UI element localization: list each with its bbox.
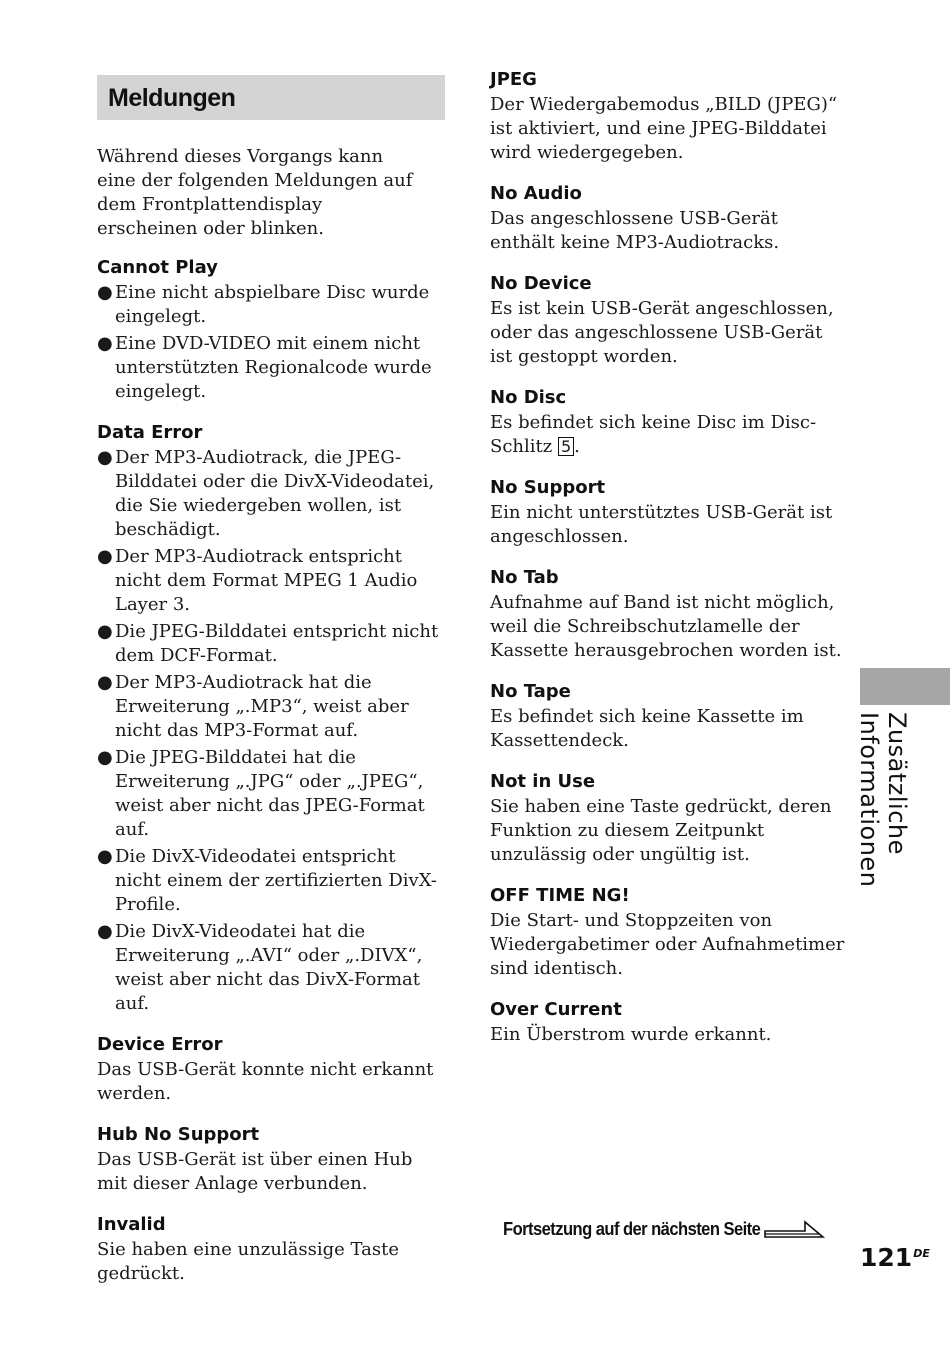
side-tab-label: Zusätzliche Informationen <box>855 712 911 888</box>
description-text: Sie haben eine unzulässige Taste gedrückt. <box>97 1239 399 1284</box>
message-entry <box>490 884 845 981</box>
message-title: Hub No Support <box>97 1124 260 1145</box>
message-entry <box>490 68 845 165</box>
bullet-text: Der MP3-Audiotrack hat die Erweiterung „.MP3“, weist aber nicht das MP3-Format auf. <box>115 672 409 741</box>
message-description <box>490 411 845 459</box>
message-entry <box>490 476 845 549</box>
list-item <box>97 545 442 617</box>
bullet-icon: ● <box>97 747 113 768</box>
message-description <box>97 1148 442 1196</box>
message-entry <box>97 421 442 1016</box>
page-number <box>860 1243 930 1279</box>
message-description <box>490 207 845 255</box>
message-entry <box>490 386 845 459</box>
intro-paragraph: Während dieses Vorgangs kann eine der folgenden Meldungen auf dem Frontplattendisplay erscheinen oder blinken. <box>97 146 413 239</box>
bullet-icon: ● <box>97 546 113 567</box>
description-text: Es befindet sich keine Kassette im Kassettendeck. <box>490 706 804 751</box>
message-title: Data Error <box>97 422 203 443</box>
bullet-text: Die DivX-Videodatei hat die Erweiterung „.AVI“ oder „.DIVX“, weist aber nicht das DivX-Format auf. <box>115 921 423 1014</box>
list-item <box>97 620 442 668</box>
section-header <box>97 75 445 120</box>
left-column <box>97 256 442 1303</box>
description-text: Das USB-Gerät ist über einen Hub mit dieser Anlage verbunden. <box>97 1149 413 1194</box>
list-item <box>97 671 442 743</box>
bullet-text: Die DivX-Videodatei entspricht nicht einem der zertifizierten DivX-Profile. <box>115 846 437 915</box>
description-text: Es ist kein USB-Gerät angeschlossen, oder das angeschlossene USB-Gerät ist gestoppt worden. <box>490 298 834 367</box>
message-title: No Support <box>490 477 606 498</box>
description-text: Das USB-Gerät konnte nicht erkannt werden. <box>97 1059 434 1104</box>
bullet-text: Eine nicht abspielbare Disc wurde eingelegt. <box>115 282 430 327</box>
message-title: No Tab <box>490 567 559 588</box>
message-entry <box>490 182 845 255</box>
bullet-text: Eine DVD-VIDEO mit einem nicht unterstützten Regionalcode wurde eingelegt. <box>115 333 432 402</box>
message-title: No Device <box>490 273 592 294</box>
bullet-icon: ● <box>97 846 113 867</box>
message-description <box>490 591 845 663</box>
right-column <box>490 68 845 1064</box>
continue-text: Fortsetzung auf der nächsten Seite <box>503 1218 761 1239</box>
message-description <box>97 1238 442 1286</box>
message-entry <box>490 680 845 753</box>
bullet-text: Der MP3-Audiotrack entspricht nicht dem Format MPEG 1 Audio Layer 3. <box>115 546 418 615</box>
bullet-text: Die JPEG-Bilddatei entspricht nicht dem DCF-Format. <box>115 621 439 666</box>
list-item <box>97 746 442 842</box>
message-title: Cannot Play <box>97 257 218 278</box>
message-title: Over Current <box>490 999 622 1020</box>
page-number-value: 121 <box>860 1243 913 1272</box>
page-number-suffix: DE <box>913 1247 930 1260</box>
message-title: Device Error <box>97 1034 223 1055</box>
message-title: Not in Use <box>490 771 596 792</box>
description-text: Sie haben eine Taste gedrückt, deren Funktion zu diesem Zeitpunkt unzulässig oder ungültig ist. <box>490 796 832 865</box>
bullet-icon: ● <box>97 333 113 354</box>
message-description <box>490 93 845 165</box>
description-text: Die Start- und Stoppzeiten von Wiedergabetimer oder Aufnahmetimer sind identisch. <box>490 910 845 979</box>
arrow-right-icon <box>763 1218 825 1240</box>
message-description <box>490 909 845 981</box>
message-entry <box>490 566 845 663</box>
message-entry <box>97 1123 442 1196</box>
message-title: JPEG <box>490 69 537 90</box>
message-title: No Disc <box>490 387 567 408</box>
description-text: Aufnahme auf Band ist nicht möglich, weil die Schreibschutzlamelle der Kassette herausgebrochen worden ist. <box>490 592 842 661</box>
message-entry <box>490 272 845 369</box>
bullet-icon: ● <box>97 672 113 693</box>
description-text: Der Wiedergabemodus „BILD (JPEG)“ ist aktiviert, und eine JPEG-Bilddatei wird wiedergegeben. <box>490 94 838 163</box>
message-entry <box>97 1213 442 1286</box>
message-description <box>490 705 845 753</box>
message-entry <box>97 256 442 404</box>
message-description <box>490 1023 845 1047</box>
bullet-text: Der MP3-Audiotrack, die JPEG-Bilddatei oder die DivX-Videodatei, die Sie wiedergeben wollen, ist beschädigt. <box>115 447 435 540</box>
message-entry <box>490 998 845 1047</box>
message-entry <box>97 1033 442 1106</box>
message-description <box>97 1058 442 1106</box>
bullet-icon: ● <box>97 621 113 642</box>
list-item <box>97 332 442 404</box>
message-title: No Tape <box>490 681 571 702</box>
slot-number-box: 5 <box>558 437 574 456</box>
message-title: OFF TIME NG! <box>490 885 630 906</box>
message-bullet-list <box>97 446 442 1016</box>
bullet-icon: ● <box>97 447 113 468</box>
section-title: Meldungen <box>108 84 236 112</box>
side-tab <box>860 668 950 705</box>
description-text: Es befindet sich keine Disc im Disc-Schlitz <box>490 412 817 457</box>
message-title: Invalid <box>97 1214 166 1235</box>
description-text: Ein Überstrom wurde erkannt. <box>490 1024 772 1045</box>
bullet-text: Die JPEG-Bilddatei hat die Erweiterung „.JPG“ oder „.JPEG“, weist aber nicht das JPEG-Format auf. <box>115 747 425 840</box>
description-text: Ein nicht unterstütztes USB-Gerät ist angeschlossen. <box>490 502 833 547</box>
message-description <box>490 501 845 549</box>
list-item <box>97 446 442 542</box>
list-item <box>97 920 442 1016</box>
bullet-icon: ● <box>97 921 113 942</box>
bullet-icon: ● <box>97 282 113 303</box>
message-description <box>490 297 845 369</box>
message-title: No Audio <box>490 183 582 204</box>
message-description <box>490 795 845 867</box>
message-bullet-list <box>97 281 442 404</box>
description-text: Das angeschlossene USB-Gerät enthält keine MP3-Audiotracks. <box>490 208 780 253</box>
continue-note <box>503 1214 843 1244</box>
message-entry <box>490 770 845 867</box>
list-item <box>97 281 442 329</box>
list-item <box>97 845 442 917</box>
description-suffix: . <box>574 436 580 457</box>
